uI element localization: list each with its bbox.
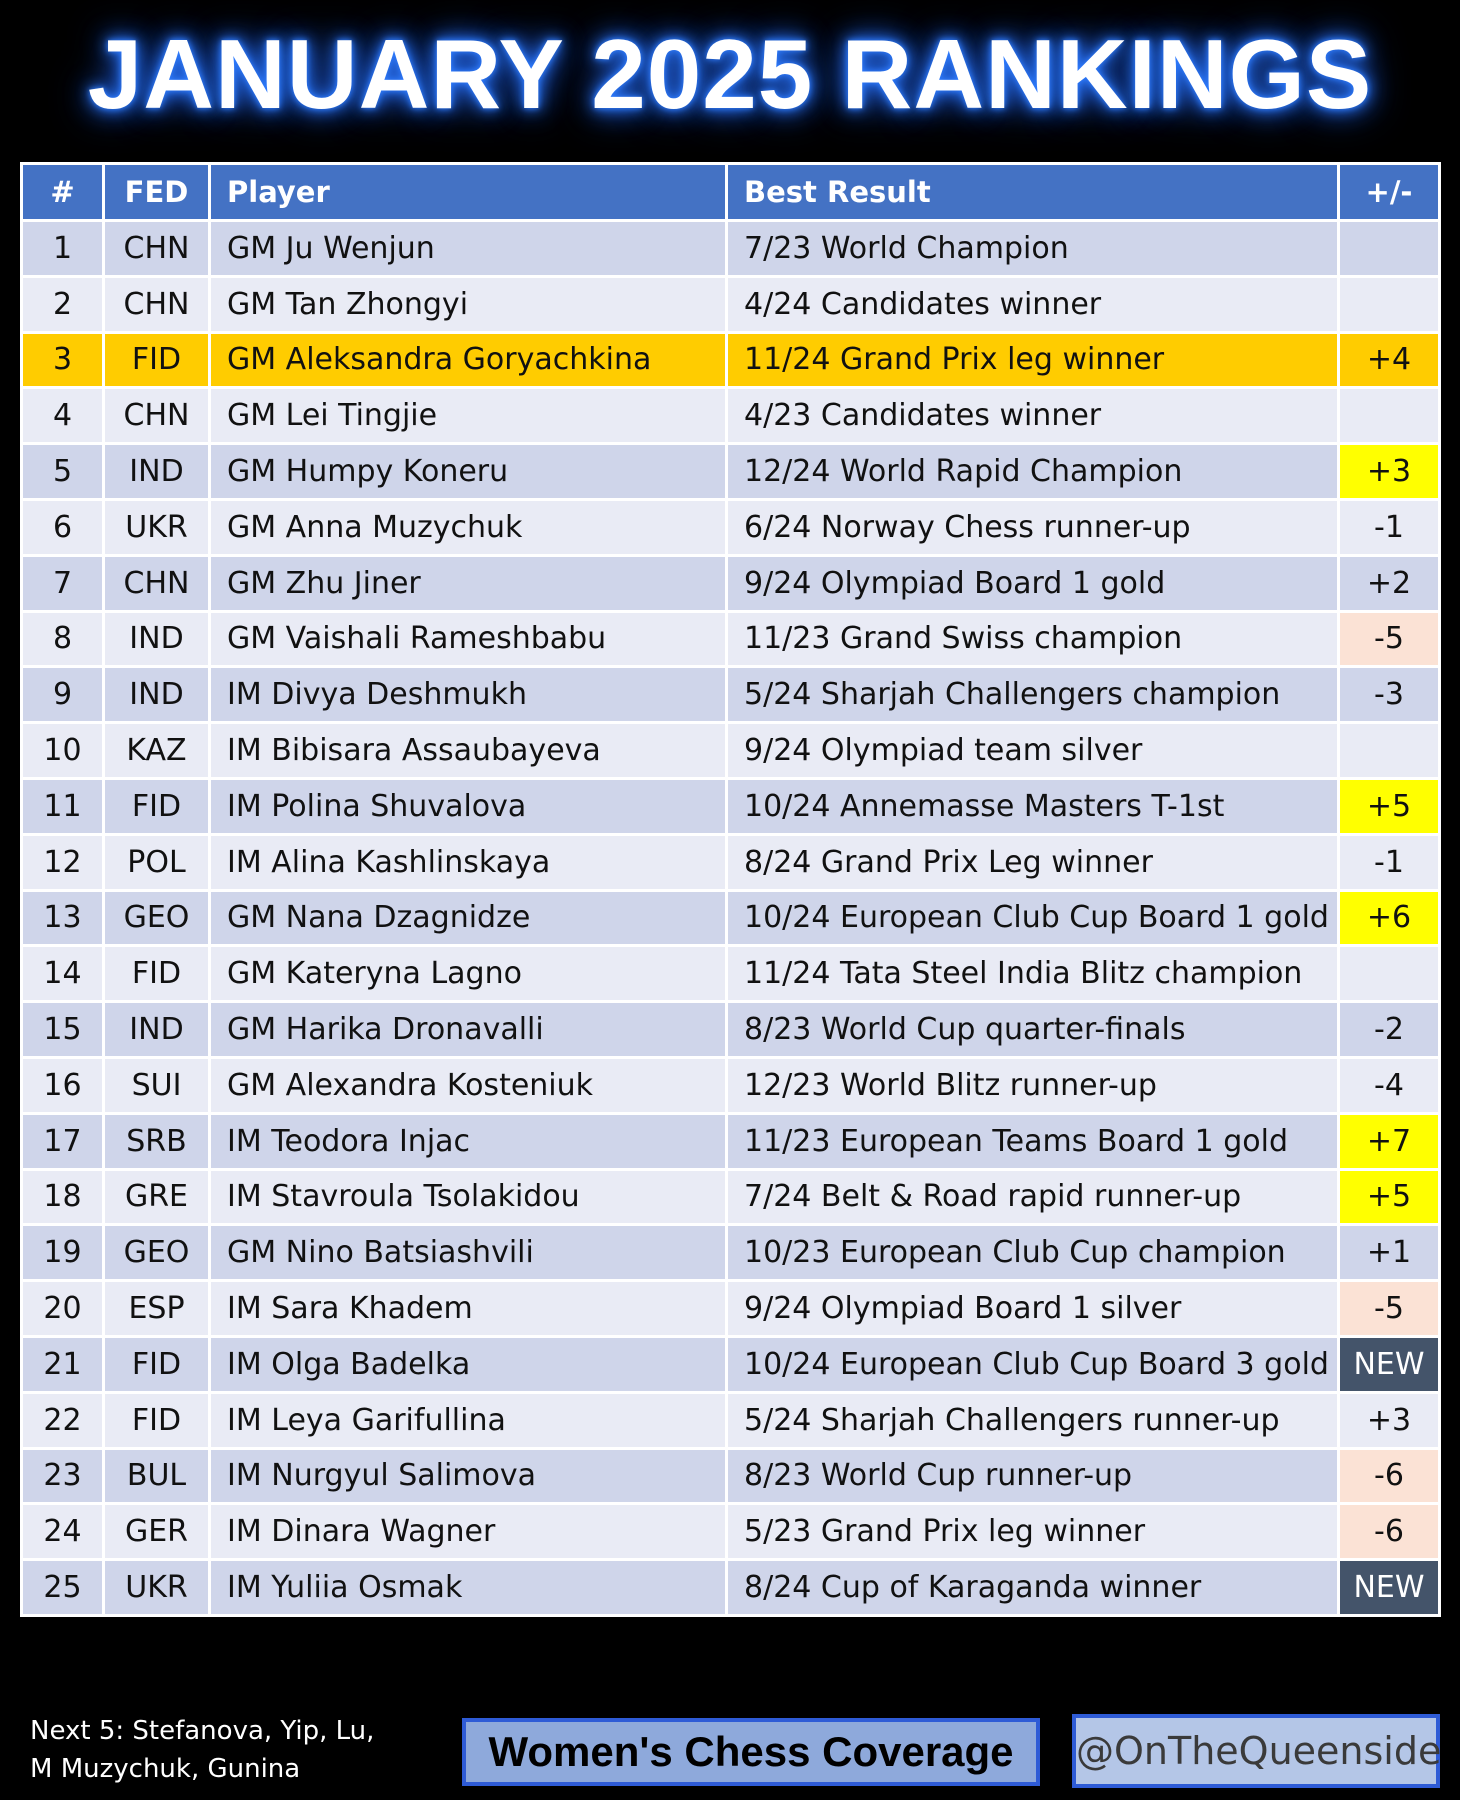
next-five-line-1: Next 5: Stefanova, Yip, Lu,	[30, 1716, 375, 1746]
rank-cell: 18	[22, 1169, 104, 1225]
player-cell: GM Aleksandra Goryachkina	[210, 332, 727, 388]
rank-cell: 16	[22, 1057, 104, 1113]
rank-cell: 21	[22, 1336, 104, 1392]
fed-cell: CHN	[104, 276, 210, 332]
table-row	[22, 499, 1440, 555]
result-cell: 10/23 European Club Cup champion	[727, 1225, 1339, 1281]
rank-cell: 13	[22, 890, 104, 946]
player-cell: IM Yuliia Osmak	[210, 1560, 727, 1616]
player-cell: IM Bibisara Assaubayeva	[210, 723, 727, 779]
change-cell: -3	[1339, 667, 1440, 723]
change-cell: +3	[1339, 1392, 1440, 1448]
table-row	[22, 611, 1440, 667]
player-cell: IM Sara Khadem	[210, 1281, 727, 1337]
handle-badge: @OnTheQueenside	[1072, 1714, 1440, 1788]
change-cell	[1339, 276, 1440, 332]
rank-cell: 7	[22, 555, 104, 611]
rank-cell: 4	[22, 388, 104, 444]
table-row	[22, 946, 1440, 1002]
fed-cell: CHN	[104, 555, 210, 611]
result-cell: 9/24 Olympiad team silver	[727, 723, 1339, 779]
result-cell: 8/24 Grand Prix Leg winner	[727, 834, 1339, 890]
player-cell: IM Olga Badelka	[210, 1336, 727, 1392]
fed-column-header: FED	[104, 164, 210, 221]
table-row	[22, 1281, 1440, 1337]
result-cell: 7/23 World Champion	[727, 221, 1339, 277]
player-cell: GM Vaishali Rameshbabu	[210, 611, 727, 667]
result-column-header: Best Result	[727, 164, 1339, 221]
result-cell: 4/24 Candidates winner	[727, 276, 1339, 332]
fed-cell: CHN	[104, 388, 210, 444]
table-row	[22, 555, 1440, 611]
page-title: JANUARY 2025 RANKINGS	[87, 19, 1373, 129]
change-cell: -4	[1339, 1057, 1440, 1113]
table-row	[22, 890, 1440, 946]
player-cell: GM Nino Batsiashvili	[210, 1225, 727, 1281]
change-cell: NEW	[1339, 1560, 1440, 1616]
fed-cell: FID	[104, 1392, 210, 1448]
change-cell: +5	[1339, 1169, 1440, 1225]
rank-column-header: #	[22, 164, 104, 221]
change-cell	[1339, 946, 1440, 1002]
change-cell: -5	[1339, 1281, 1440, 1337]
change-cell: -5	[1339, 611, 1440, 667]
player-cell: IM Nurgyul Salimova	[210, 1448, 727, 1504]
fed-cell: GEO	[104, 1225, 210, 1281]
result-cell: 5/24 Sharjah Challengers champion	[727, 667, 1339, 723]
fed-cell: SRB	[104, 1113, 210, 1169]
result-cell: 10/24 Annemasse Masters T-1st	[727, 778, 1339, 834]
result-cell: 10/24 European Club Cup Board 1 gold	[727, 890, 1339, 946]
player-cell: IM Teodora Injac	[210, 1113, 727, 1169]
rank-cell: 2	[22, 276, 104, 332]
next-five-note	[30, 1712, 374, 1788]
fed-cell: POL	[104, 834, 210, 890]
table-row	[22, 1057, 1440, 1113]
fed-cell: CHN	[104, 221, 210, 277]
result-cell: 8/23 World Cup runner-up	[727, 1448, 1339, 1504]
change-cell: +7	[1339, 1113, 1440, 1169]
player-cell: GM Nana Dzagnidze	[210, 890, 727, 946]
table-row	[22, 1169, 1440, 1225]
result-cell: 5/23 Grand Prix leg winner	[727, 1504, 1339, 1560]
fed-cell: SUI	[104, 1057, 210, 1113]
table-row	[22, 221, 1440, 277]
rank-cell: 12	[22, 834, 104, 890]
table-row	[22, 388, 1440, 444]
result-cell: 9/24 Olympiad Board 1 silver	[727, 1281, 1339, 1337]
player-cell: GM Tan Zhongyi	[210, 276, 727, 332]
fed-cell: BUL	[104, 1448, 210, 1504]
result-cell: 5/24 Sharjah Challengers runner-up	[727, 1392, 1339, 1448]
fed-cell: FID	[104, 1336, 210, 1392]
fed-cell: FID	[104, 778, 210, 834]
player-cell: GM Harika Dronavalli	[210, 1002, 727, 1058]
table-row	[22, 1560, 1440, 1616]
rank-cell: 22	[22, 1392, 104, 1448]
fed-cell: FID	[104, 332, 210, 388]
result-cell: 7/24 Belt & Road rapid runner-up	[727, 1169, 1339, 1225]
rank-cell: 25	[22, 1560, 104, 1616]
table-row	[22, 1002, 1440, 1058]
table-row	[22, 834, 1440, 890]
rank-cell: 23	[22, 1448, 104, 1504]
rankings-table	[20, 162, 1441, 1617]
change-cell: +6	[1339, 890, 1440, 946]
result-cell: 11/23 Grand Swiss champion	[727, 611, 1339, 667]
table-row	[22, 1448, 1440, 1504]
fed-cell: FID	[104, 946, 210, 1002]
change-cell: -6	[1339, 1504, 1440, 1560]
rank-cell: 6	[22, 499, 104, 555]
fed-cell: UKR	[104, 1560, 210, 1616]
change-cell: NEW	[1339, 1336, 1440, 1392]
change-cell	[1339, 221, 1440, 277]
player-cell: GM Kateryna Lagno	[210, 946, 727, 1002]
player-cell: GM Zhu Jiner	[210, 555, 727, 611]
rank-cell: 14	[22, 946, 104, 1002]
change-cell: +1	[1339, 1225, 1440, 1281]
change-cell: -1	[1339, 834, 1440, 890]
fed-cell: GER	[104, 1504, 210, 1560]
result-cell: 12/24 World Rapid Champion	[727, 444, 1339, 500]
table-row	[22, 1225, 1440, 1281]
fed-cell: GEO	[104, 890, 210, 946]
change-cell	[1339, 388, 1440, 444]
change-cell	[1339, 723, 1440, 779]
change-cell: +4	[1339, 332, 1440, 388]
rank-cell: 19	[22, 1225, 104, 1281]
result-cell: 11/23 European Teams Board 1 gold	[727, 1113, 1339, 1169]
result-cell: 11/24 Tata Steel India Blitz champion	[727, 946, 1339, 1002]
result-cell: 8/24 Cup of Karaganda winner	[727, 1560, 1339, 1616]
player-cell: IM Stavroula Tsolakidou	[210, 1169, 727, 1225]
player-cell: IM Divya Deshmukh	[210, 667, 727, 723]
table-row	[22, 332, 1440, 388]
brand-badge: Women's Chess Coverage	[462, 1718, 1040, 1786]
player-cell: GM Ju Wenjun	[210, 221, 727, 277]
fed-cell: IND	[104, 1002, 210, 1058]
result-cell: 6/24 Norway Chess runner-up	[727, 499, 1339, 555]
rank-cell: 11	[22, 778, 104, 834]
rank-cell: 5	[22, 444, 104, 500]
rank-cell: 17	[22, 1113, 104, 1169]
player-cell: IM Polina Shuvalova	[210, 778, 727, 834]
player-cell: IM Dinara Wagner	[210, 1504, 727, 1560]
table-row	[22, 1504, 1440, 1560]
change-column-header: +/-	[1339, 164, 1440, 221]
rank-cell: 20	[22, 1281, 104, 1337]
table-row	[22, 276, 1440, 332]
fed-cell: IND	[104, 444, 210, 500]
rank-cell: 3	[22, 332, 104, 388]
change-cell: +5	[1339, 778, 1440, 834]
result-cell: 10/24 European Club Cup Board 3 gold	[727, 1336, 1339, 1392]
result-cell: 9/24 Olympiad Board 1 gold	[727, 555, 1339, 611]
fed-cell: KAZ	[104, 723, 210, 779]
player-cell: GM Anna Muzychuk	[210, 499, 727, 555]
player-cell: IM Leya Garifullina	[210, 1392, 727, 1448]
next-five-line-2: M Muzychuk, Gunina	[30, 1754, 301, 1784]
table-body	[22, 221, 1440, 1616]
fed-cell: GRE	[104, 1169, 210, 1225]
player-column-header: Player	[210, 164, 727, 221]
table-row	[22, 723, 1440, 779]
rank-cell: 9	[22, 667, 104, 723]
player-cell: GM Alexandra Kosteniuk	[210, 1057, 727, 1113]
rank-cell: 10	[22, 723, 104, 779]
change-cell: -1	[1339, 499, 1440, 555]
table-row	[22, 1392, 1440, 1448]
rank-cell: 15	[22, 1002, 104, 1058]
table-header-row	[22, 164, 1440, 221]
fed-cell: IND	[104, 611, 210, 667]
table-row	[22, 1336, 1440, 1392]
table-row	[22, 444, 1440, 500]
change-cell: -2	[1339, 1002, 1440, 1058]
player-cell: GM Lei Tingjie	[210, 388, 727, 444]
fed-cell: ESP	[104, 1281, 210, 1337]
result-cell: 12/23 World Blitz runner-up	[727, 1057, 1339, 1113]
table-row	[22, 667, 1440, 723]
rank-cell: 8	[22, 611, 104, 667]
table-row	[22, 778, 1440, 834]
table-row	[22, 1113, 1440, 1169]
result-cell: 11/24 Grand Prix leg winner	[727, 332, 1339, 388]
player-cell: IM Alina Kashlinskaya	[210, 834, 727, 890]
result-cell: 4/23 Candidates winner	[727, 388, 1339, 444]
fed-cell: UKR	[104, 499, 210, 555]
change-cell: +3	[1339, 444, 1440, 500]
result-cell: 8/23 World Cup quarter-finals	[727, 1002, 1339, 1058]
change-cell: -6	[1339, 1448, 1440, 1504]
change-cell: +2	[1339, 555, 1440, 611]
player-cell: GM Humpy Koneru	[210, 444, 727, 500]
fed-cell: IND	[104, 667, 210, 723]
rank-cell: 1	[22, 221, 104, 277]
rank-cell: 24	[22, 1504, 104, 1560]
